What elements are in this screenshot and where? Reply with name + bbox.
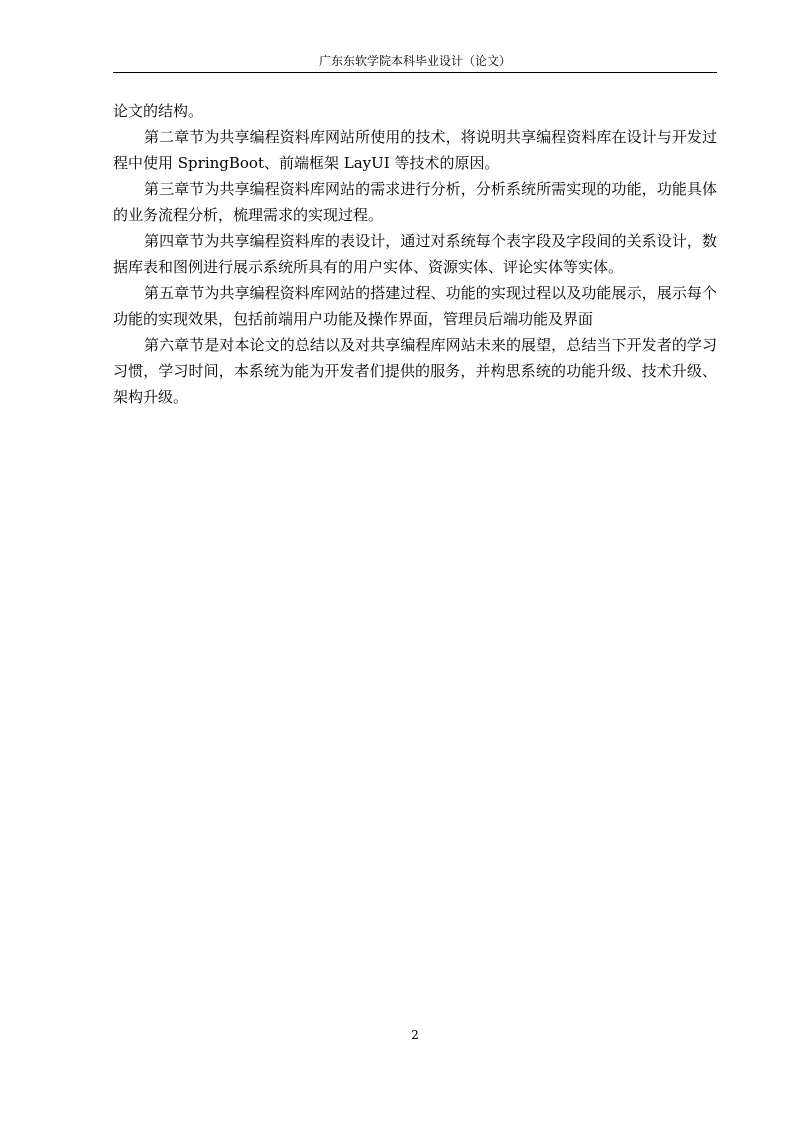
paragraph-chapter-2: 第二章节为共享编程资料库网站所使用的技术，将说明共享编程资料库在设计与开发过程中使用 SpringBoot、前端框架 LayUI 等技术的原因。: [113, 128, 717, 172]
header-divider: [113, 72, 717, 73]
paragraph-chapter-5: 第五章节为共享编程资料库网站的搭建过程、功能的实现过程以及功能展示，展示每个功能的实现效果，包括前端用户功能及操作界面，管理员后端功能及界面: [113, 284, 717, 328]
paragraph-continuation: 论文的结构。: [113, 102, 204, 120]
paragraph-chapter-4: 第四章节为共享编程资料库的表设计，通过对系统每个表字段及字段间的关系设计，数据库表和图例进行展示系统所具有的用户实体、资源实体、评论实体等实体。: [113, 232, 717, 276]
paragraph-chapter-3: 第三章节为共享编程资料库网站的需求进行分析，分析系统所需实现的功能，功能具体的业务流程分析，梳理需求的实现过程。: [113, 180, 717, 224]
page-number: 2: [411, 1028, 419, 1042]
running-header: 广东东软学院本科毕业设计（论文）: [318, 54, 511, 68]
paragraph-chapter-6: 第六章节是对本论文的总结以及对共享编程库网站未来的展望，总结当下开发者的学习习惯，学习时间，本系统为能为开发者们提供的服务，并构思系统的功能升级、技术升级、架构升级。: [113, 336, 717, 406]
main-text: [113, 98, 717, 410]
